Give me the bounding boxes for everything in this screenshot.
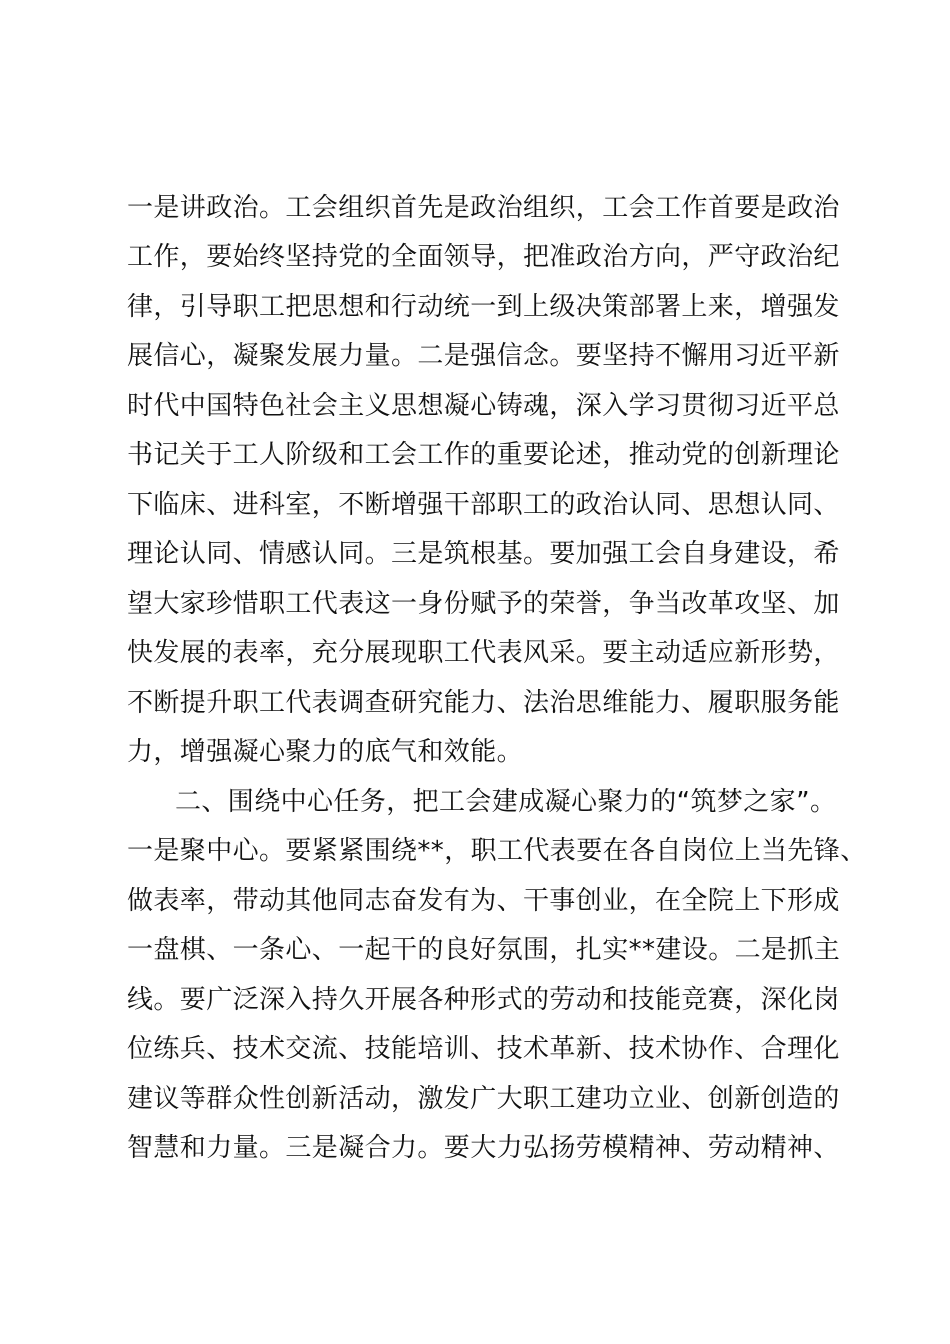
text-line: 工作，要始终坚持党的全面领导，把准政治方向，严守政治纪: [127, 242, 840, 272]
text-line: 一是聚中心。要紧紧围绕**，职工代表要在各自岗位上当先锋、: [127, 836, 867, 866]
text-line: 律，引导职工把思想和行动统一到上级决策部署上来，增强发: [127, 292, 840, 322]
text-line: 望大家珍惜职工代表这一身份赋予的荣誉，争当改革攻坚、加: [127, 589, 840, 619]
text-line: 做表率，带动其他同志奋发有为、干事创业，在全院上下形成: [127, 886, 840, 916]
text-line: 快发展的表率，充分展现职工代表风采。要主动适应新形势，: [127, 638, 840, 668]
section-heading: 二、围绕中心任务，把工会建成凝心聚力的“筑梦之家”。: [175, 787, 837, 817]
text-line: 线。要广泛深入持久开展各种形式的劳动和技能竞赛，深化岗: [127, 985, 840, 1015]
text-line: 位练兵、技术交流、技能培训、技术革新、技术协作、合理化: [127, 1034, 840, 1064]
text-line: 展信心，凝聚发展力量。二是强信念。要坚持不懈用习近平新: [127, 341, 840, 371]
text-line: 下临床、进科室，不断增强干部职工的政治认同、思想认同、: [127, 490, 840, 520]
text-line: 书记关于工人阶级和工会工作的重要论述，推动党的创新理论: [127, 440, 840, 470]
text-line: 时代中国特色社会主义思想凝心铸魂，深入学习贯彻习近平总: [127, 391, 840, 421]
text-line: 一是讲政治。工会组织首先是政治组织，工会工作首要是政治: [127, 193, 840, 223]
text-line: 理论认同、情感认同。三是筑根基。要加强工会自身建设，希: [127, 539, 840, 569]
text-line: 智慧和力量。三是凝合力。要大力弘扬劳模精神、劳动精神、: [127, 1133, 840, 1163]
text-line: 力，增强凝心聚力的底气和效能。: [127, 737, 524, 767]
text-line: 建议等群众性创新活动，激发广大职工建功立业、创新创造的: [127, 1084, 840, 1114]
text-line: 不断提升职工代表调查研究能力、法治思维能力、履职服务能: [127, 688, 840, 718]
text-line: 一盘棋、一条心、一起干的良好氛围，扎实**建设。二是抓主: [127, 935, 841, 965]
